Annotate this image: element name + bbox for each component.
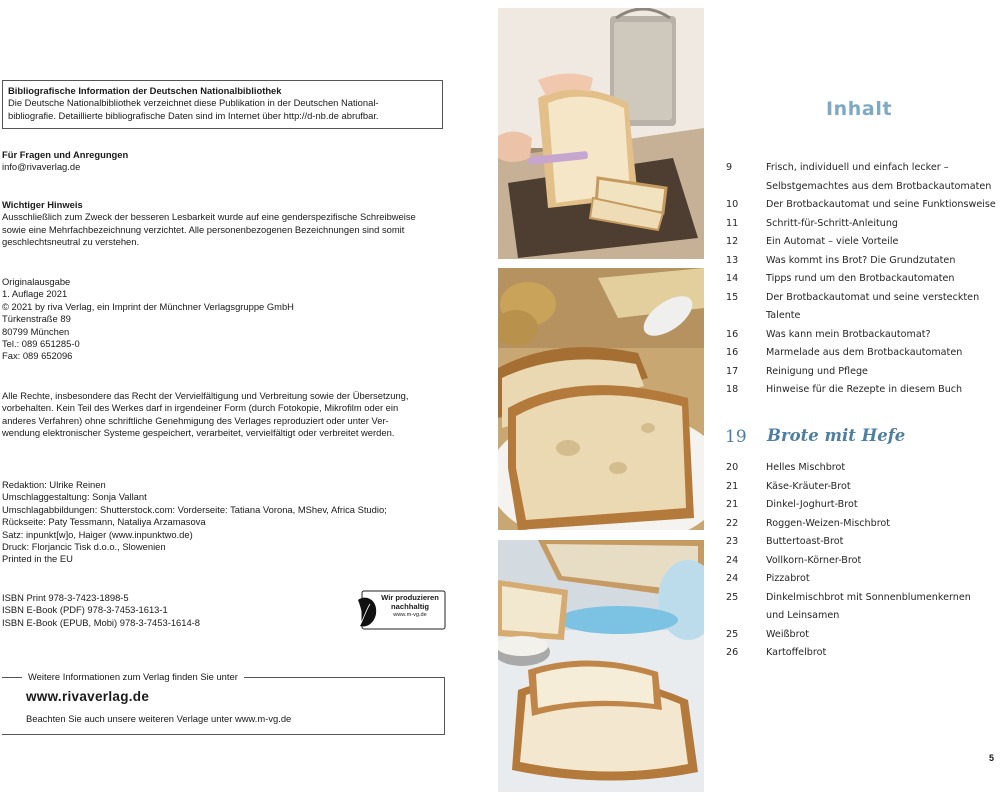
photo-bread-slicing: [498, 8, 704, 259]
credits-line: Printed in the EU: [2, 553, 73, 565]
toc-entry-title: Hinweise für die Rezepte in diesem Buch: [766, 384, 963, 395]
badge-line: Wir produzieren: [381, 593, 439, 602]
toc-page: 14: [726, 273, 739, 284]
bread-slicing-image: [498, 8, 704, 259]
badge-url: www.m-vg.de: [393, 612, 427, 618]
credits-line: Umschlagabbildungen: Shutterstock.com: Vorderseite: Tatiana Vorona, MShev, Africa Studio;: [2, 503, 387, 515]
toc-page: 21: [726, 499, 739, 510]
toc-entry-title: Pizzabrot: [766, 573, 810, 584]
toc-page: 16: [726, 328, 739, 340]
toc-entry-title: Roggen-Weizen-Mischbrot: [766, 517, 891, 529]
toc-entry-title: Vollkorn-Körner-Brot: [766, 554, 862, 566]
toc-page: 21: [726, 480, 739, 492]
toc-section-list: [726, 459, 1000, 663]
toc-entry[interactable]: [726, 459, 1000, 478]
toc-entry[interactable]: [726, 196, 1000, 215]
imprint-page: [0, 0, 460, 800]
toc-entry[interactable]: [726, 381, 1000, 400]
edition-line: 80799 München: [2, 325, 70, 337]
toc-entry-title: Dinkel-Joghurt-Brot: [766, 499, 858, 510]
page-number: 5: [989, 753, 995, 763]
toc-page: 24: [726, 573, 739, 584]
edition-block: [2, 276, 447, 363]
toc-entry[interactable]: [726, 363, 1000, 382]
toc-entry[interactable]: [726, 159, 1000, 178]
toc-entry-title: Was kommt ins Brot? Die Grundzutaten: [766, 254, 956, 266]
questions-block: [2, 149, 447, 174]
toc-entry-title: Marmelade aus dem Brotbackautomaten: [766, 347, 963, 358]
toc-entry[interactable]: [726, 644, 1000, 663]
toc-page: 24: [726, 554, 739, 566]
toc-title: Inhalt: [826, 98, 893, 120]
toc-page: 22: [726, 517, 739, 529]
toc-page: 20: [726, 462, 739, 473]
toc-entry[interactable]: [726, 570, 1000, 589]
rights-line: Alle Rechte, insbesondere das Recht der Vervielfältigung und Verbreitung sowie der Übersetzung,: [2, 390, 409, 401]
toc-entry-title: Reinigung und Pflege: [766, 365, 868, 377]
publisher-url-link[interactable]: www.rivaverlag.de: [26, 689, 150, 704]
toc-entry-title: Käse-Kräuter-Brot: [766, 480, 851, 492]
info-top-label: Weitere Informationen zum Verlag finden Sie unter: [22, 671, 244, 683]
section-page: 19: [725, 427, 747, 447]
credits-block: [2, 479, 447, 566]
toc-entry-title: Der Brotbackautomat und seine versteckten: [766, 291, 980, 303]
credits-line: Druck: Florjancic Tisk d.o.o., Slowenien: [2, 541, 166, 553]
notice-block: [2, 199, 447, 249]
toc-entry[interactable]: [726, 289, 1000, 308]
biblio-heading: Bibliografische Information der Deutschen Nationalbibliothek: [8, 85, 282, 96]
edition-line: Türkenstraße 89: [2, 313, 71, 325]
toc-entry-title: Weißbrot: [766, 628, 809, 640]
toc-entry-title: Helles Mischbrot: [766, 462, 846, 473]
section-title: Brote mit Hefe: [767, 426, 906, 445]
biblio-line: Die Deutsche Nationalbibliothek verzeichnet diese Publikation in der Deutschen National-: [8, 97, 379, 109]
toc-page: 23: [726, 536, 739, 547]
toc-page: 25: [726, 591, 739, 603]
toc-entry-title: Schritt-für-Schritt-Anleitung: [766, 217, 899, 229]
biblio-info-box: [2, 80, 443, 129]
toc-page: 12: [726, 236, 739, 247]
credits-line: Umschlaggestaltung: Sonja Vallant: [2, 491, 147, 503]
photo-bread-slices: [498, 540, 704, 792]
edition-line: Fax: 089 652096: [2, 350, 73, 362]
toc-page: 9: [726, 162, 733, 173]
badge-line: nachhaltig: [391, 602, 429, 611]
edition-line: Tel.: 089 651285-0: [2, 338, 80, 350]
toc-entry-title: Tipps rund um den Brotbackautomaten: [766, 273, 955, 284]
edition-line: 1. Auflage 2021: [2, 288, 68, 300]
bread-slices-image: [498, 540, 704, 792]
credits-line: Satz: inpunkt[w]o, Haiger (www.inpunktwo.de): [2, 528, 193, 540]
toc-entry[interactable]: [726, 344, 1000, 363]
toc-page: 13: [726, 254, 739, 266]
toc-entry[interactable]: [726, 215, 1000, 234]
toc-entry[interactable]: [726, 533, 1000, 552]
toc-entry[interactable]: [726, 252, 1000, 271]
photo-sliced-bread: [498, 268, 704, 530]
credits-line: Rückseite: Paty Tessmann, Nataliya Arzamasova: [2, 516, 206, 528]
toc-entry[interactable]: [726, 515, 1000, 534]
sustainability-badge: [356, 590, 446, 630]
toc-page: 17: [726, 365, 739, 377]
toc-page: 15: [726, 291, 739, 303]
publisher-info-box: [2, 671, 445, 735]
isbn-line: ISBN E-Book (PDF) 978-3-7453-1613-1: [2, 604, 168, 616]
isbn-line: ISBN E-Book (EPUB, Mobi) 978-3-7453-1614-8: [2, 616, 201, 628]
toc-page: 26: [726, 647, 739, 658]
toc-entry[interactable]: [726, 307, 1000, 326]
toc-entry-title: Frisch, individuell und einfach lecker –: [766, 162, 949, 173]
edition-line: Originalausgabe: [2, 276, 71, 287]
toc-entry[interactable]: [726, 552, 1000, 571]
toc-entry[interactable]: [726, 496, 1000, 515]
contact-email: info@rivaverlag.de: [2, 161, 81, 173]
toc-page: 16: [726, 347, 739, 358]
toc-entry[interactable]: [726, 270, 1000, 289]
toc-entry-title: Kartoffelbrot: [766, 647, 827, 658]
toc-entry-title: Buttertoast-Brot: [766, 536, 844, 547]
toc-entry-title: und Leinsamen: [766, 610, 840, 621]
notice-line: sowie eine Mehrfachbezeichnung verzichtet. Alle personenbezogenen Bezeichnungen sind somit: [2, 223, 405, 235]
toc-entry-title: Selbstgemachtes aus dem Brotbackautomaten: [766, 180, 992, 192]
notice-heading: Wichtiger Hinweis: [2, 199, 83, 210]
toc-entry-title: Der Brotbackautomat und seine Funktionsweise: [766, 199, 996, 210]
toc-intro-list: [726, 159, 1000, 400]
isbn-line: ISBN Print 978-3-7423-1898-5: [2, 592, 129, 603]
toc-page: 10: [726, 199, 739, 210]
toc-entry-title: Talente: [766, 310, 801, 321]
info-bottom-label: Beachten Sie auch unsere weiteren Verlage unter www.m-vg.de: [26, 713, 292, 724]
toc-entry[interactable]: [726, 178, 1000, 197]
toc-entry[interactable]: [726, 626, 1000, 645]
toc-page: 18: [726, 384, 739, 395]
toc-entry-title: Was kann mein Brotbackautomat?: [766, 328, 931, 340]
biblio-line: bibliografie. Detaillierte bibliografische Daten sind im Internet über http://d-nb.de abrufbar.: [8, 109, 379, 121]
toc-entry[interactable]: [726, 478, 1000, 497]
rights-line: anderes Verfahren) ohne schriftliche Genehmigung des Verlages reproduziert oder unter Ver-: [2, 414, 389, 426]
edition-line: © 2021 by riva Verlag, ein Imprint der Münchner Verlagsgruppe GmbH: [2, 300, 294, 312]
notice-line: geschlechtsneutral zu verstehen.: [2, 236, 140, 248]
toc-entry[interactable]: [726, 589, 1000, 608]
toc-entry[interactable]: [726, 326, 1000, 345]
toc-entry-title: Ein Automat – viele Vorteile: [766, 236, 899, 247]
toc-entry[interactable]: [726, 233, 1000, 252]
toc-entry[interactable]: [726, 607, 1000, 626]
badge-text: [376, 593, 444, 620]
sliced-bread-image: [498, 268, 704, 530]
notice-line: Ausschließlich zum Zweck der besseren Lesbarkeit wurde auf eine genderspezifische Schreibweise: [2, 211, 416, 223]
credits-line: Redaktion: Ulrike Reinen: [2, 479, 106, 490]
toc-entry-title: Dinkelmischbrot mit Sonnenblumenkernen: [766, 591, 971, 603]
questions-heading: Für Fragen und Anregungen: [2, 149, 129, 160]
toc-page: 11: [726, 217, 739, 229]
rights-block: [2, 390, 447, 440]
rights-line: wendung elektronischer Systeme gespeichert, verarbeitet, vervielfältigt oder verbreitet werden.: [2, 427, 395, 439]
toc-page: 25: [726, 628, 739, 640]
rights-line: vorbehalten. Kein Teil des Werkes darf in irgendeiner Form (durch Fotokopie, Mikrofilm oder ein: [2, 402, 399, 414]
